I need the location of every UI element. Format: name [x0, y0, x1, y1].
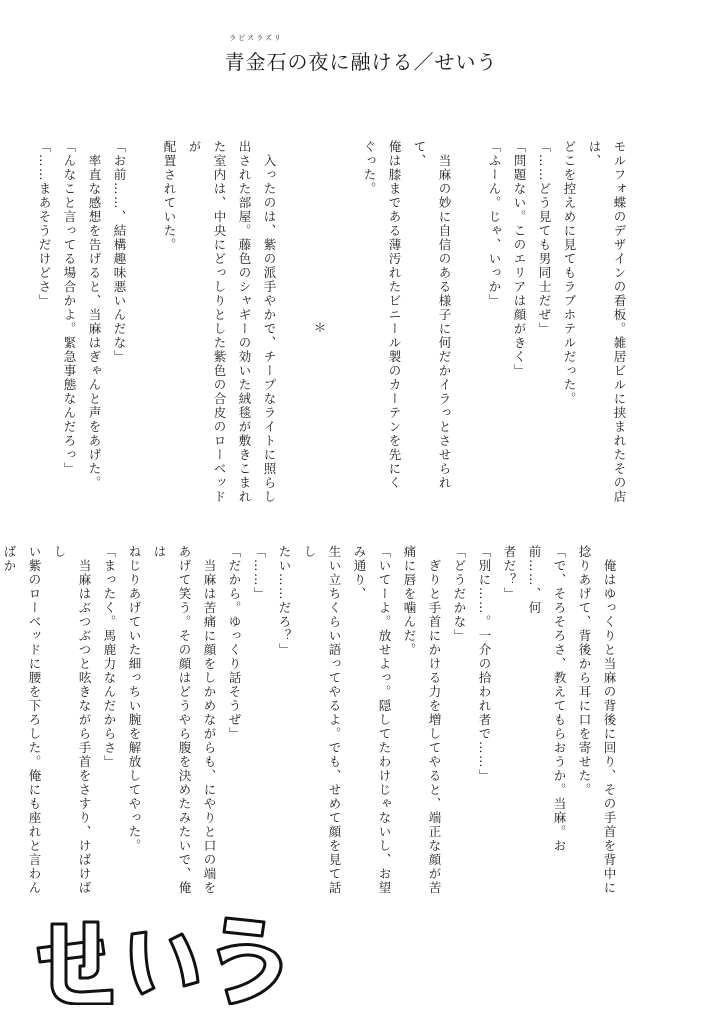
- text-line: 「別に……。一介の拾われ者で……」: [477, 545, 492, 783]
- text-line: 「……どう見ても男同士だぜ」: [537, 140, 552, 336]
- author-signature-logo: [30, 910, 290, 1005]
- text-line: い紫のローベッドに腰を下ろした。俺にも座れと言わんばか: [2, 545, 42, 895]
- story-title: [0, 34, 722, 75]
- text-line: 者だ？」: [502, 545, 517, 601]
- text-line: 「まったく。馬鹿力なんだからさ」: [102, 545, 117, 769]
- text-line: 当麻は苦痛に顔をしかめながらも、にやりと口の端を: [202, 545, 217, 895]
- text-line: 配置されていた。: [162, 140, 177, 252]
- text-line: ＊: [312, 320, 327, 335]
- text-line: 当麻の妙に自信のある様子に何だかイラっとさせられて、: [412, 140, 452, 490]
- text-line: [457, 140, 482, 515]
- lower-text-block: [0, 545, 622, 900]
- text-line: 捻りあげて、背後から耳に口を寄せた。: [577, 545, 592, 797]
- upper-text-block: [32, 140, 632, 515]
- text-line: [282, 140, 307, 515]
- title-rest: の夜に融ける／せいう: [287, 50, 498, 74]
- text-line: あげて笑う。その顔はどうやら腹を決めたみたいで、俺は: [152, 545, 192, 895]
- text-line: 「ふーん。じゃ、いっか」: [487, 140, 502, 308]
- text-line: たい……だろ？」: [277, 545, 292, 657]
- text-line: 俺はゆっくりと当麻の背後に回り、その手首を背中に: [602, 545, 617, 895]
- title-ruby-base-text: 青金石: [224, 50, 288, 74]
- text-line: [332, 140, 357, 515]
- text-line: 生い立ちくらい語ってやるよ。でも、せめて顔を見て話し: [302, 545, 342, 895]
- title-ruby-base: [224, 34, 288, 75]
- text-line: 「んなこと言ってる場合かよ。緊急事態なんだろっ」: [62, 140, 77, 476]
- text-line: 「お前……、結構趣味悪いんだな」: [112, 140, 127, 364]
- text-line: 「……」: [252, 545, 267, 601]
- text-line: 俺は膝まである薄汚れたビニール製のカーテンを先にく: [387, 140, 402, 490]
- text-line: ぐった。: [362, 140, 377, 196]
- text-line: 「……まあそうだけどさ」: [37, 140, 52, 308]
- text-line: モルフォ蝶のデザインの看板。雑居ビルに挟まれたその店は、: [587, 140, 627, 504]
- text-line: [132, 140, 157, 515]
- text-line: た室内は、中央にどっしりとした紫色の合皮のローベッドが: [187, 140, 227, 504]
- text-line: 出された部屋。藤色のシャギーの効いた絨毯が敷きこまれ: [237, 140, 252, 504]
- text-line: 「問題ない。このエリアは顔がきく」: [512, 140, 527, 378]
- text-line: 率直な感想を告げると、当麻はぎゃんと声をあげた。: [87, 140, 102, 490]
- text-line: 当麻はぶつぶつと呟きながら手首をさすり、けばけばし: [52, 545, 92, 895]
- text-line: ねじりあげていた細っちい腕を解放してやった。: [127, 545, 142, 853]
- text-line: どこを控えめに見てもラブホテルだった。: [562, 140, 577, 406]
- text-line: 「で、そろそろさ、教えてもらおうか。当麻。お前……、何: [527, 545, 567, 853]
- text-line: ぎりと手首にかける力を増してやると、端正な顔が苦: [427, 545, 442, 895]
- text-line: 入ったのは、紫の派手やかで、チープなライトに照らし: [262, 140, 277, 504]
- title-ruby-reading: ラピスラズリ: [229, 34, 283, 42]
- text-line: 「いてーよ。放せよっ。隠してたわけじゃないし、お望み通り、: [352, 545, 392, 895]
- text-line: 痛に唇を噛んだ。: [402, 545, 417, 657]
- text-line: 「だから。ゆっくり話そうぜ」: [227, 545, 242, 741]
- text-line: 「どうだかな」: [452, 545, 467, 643]
